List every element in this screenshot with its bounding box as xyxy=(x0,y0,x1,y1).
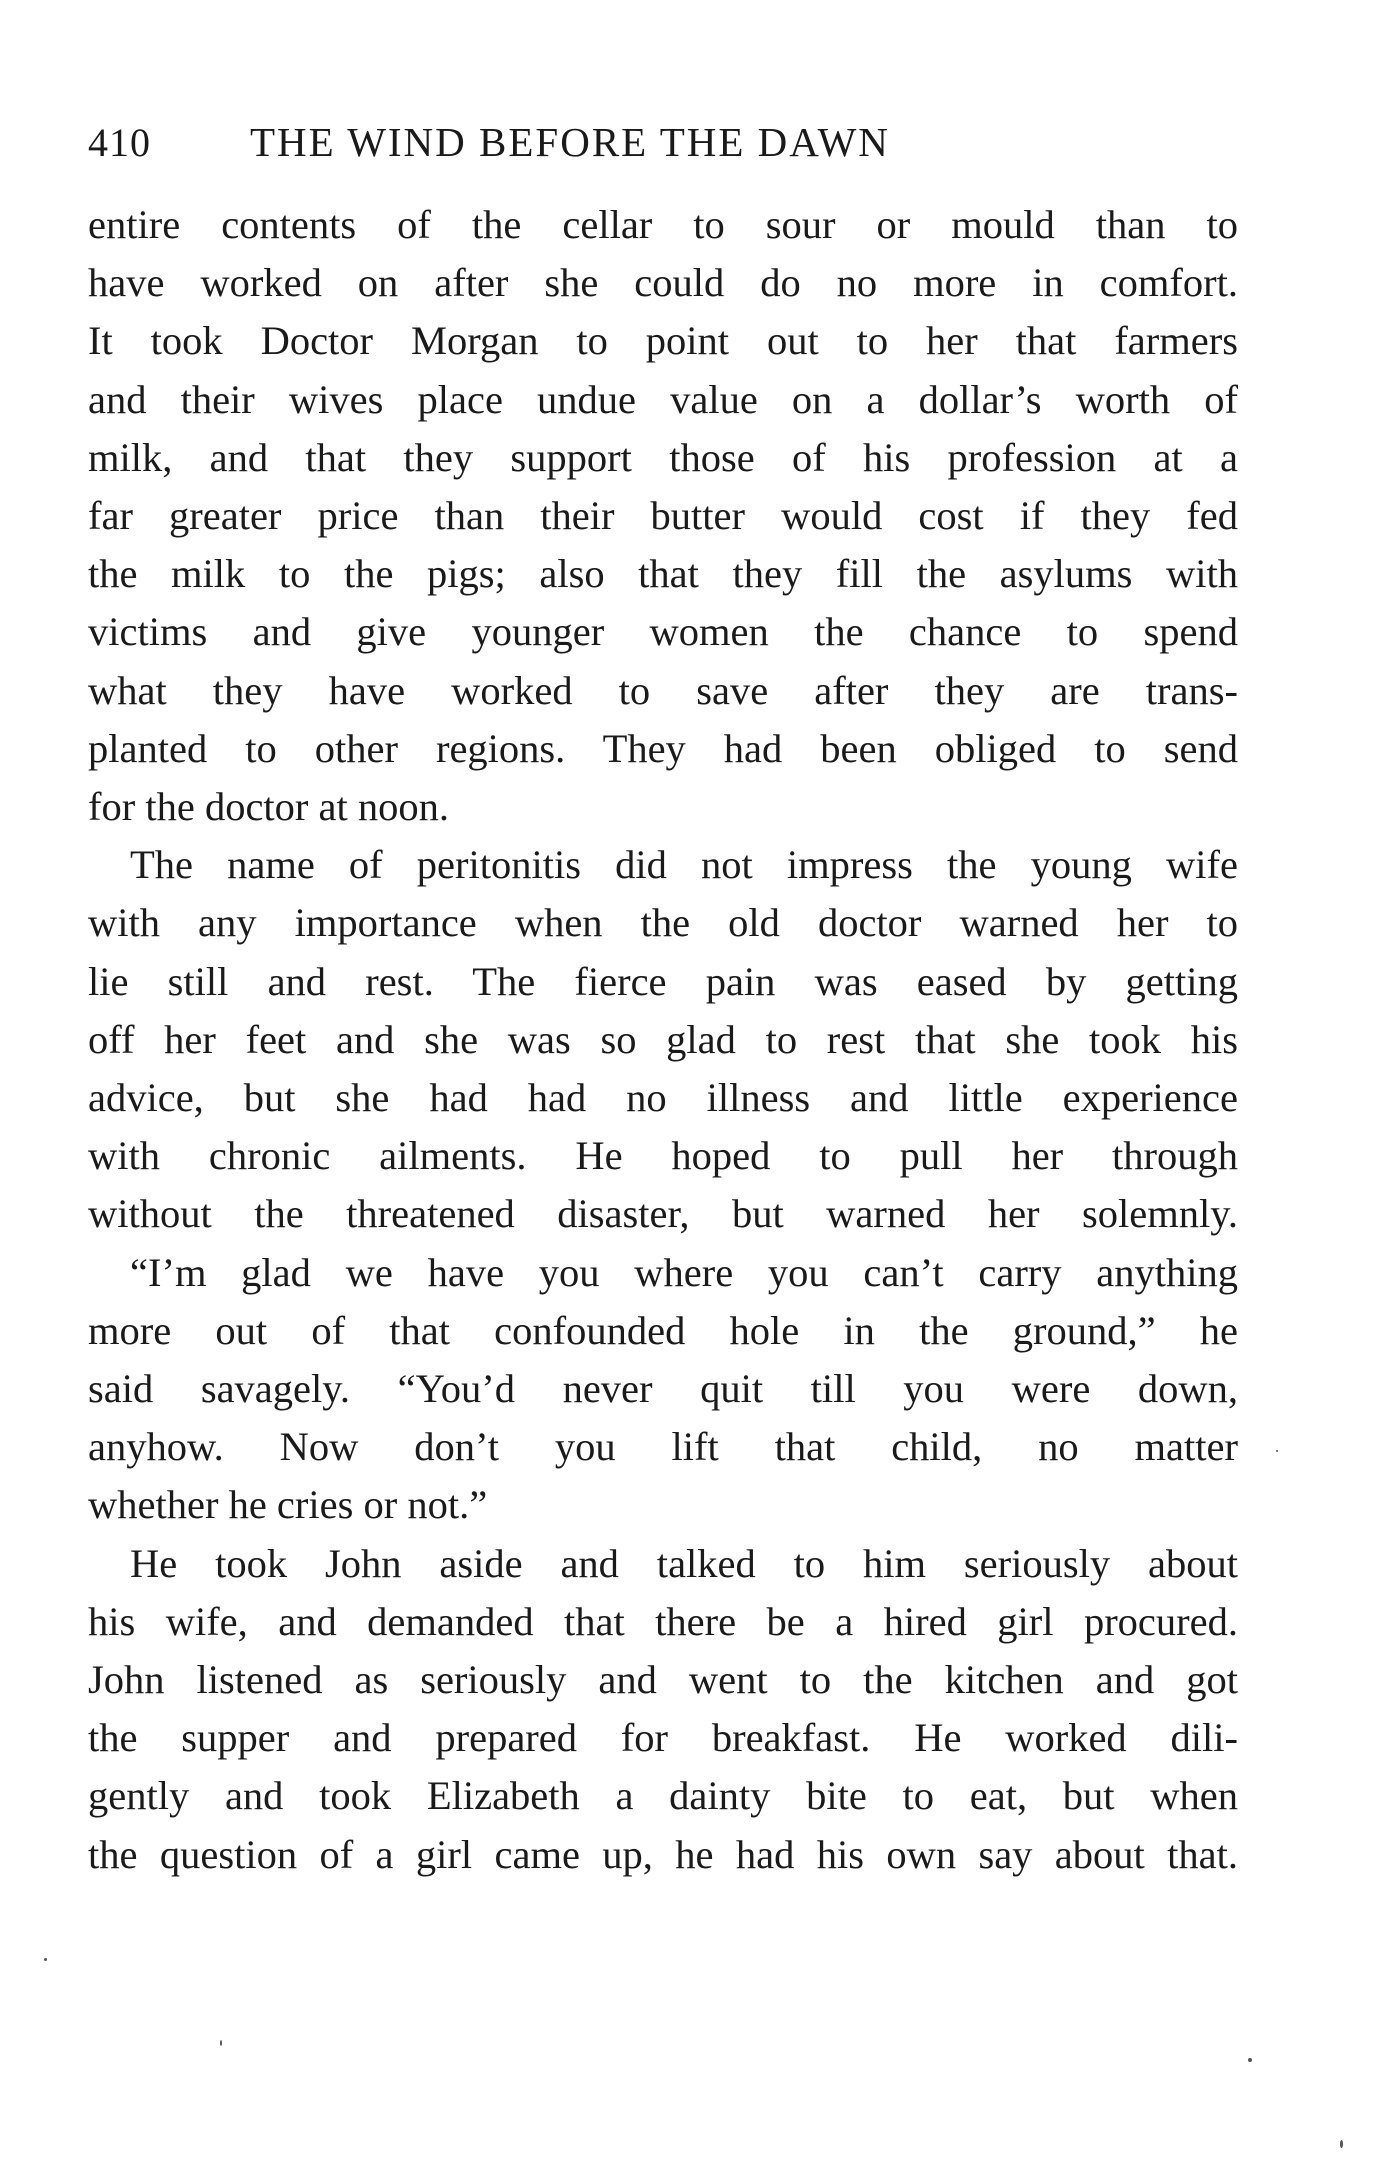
running-title: THE WIND BEFORE THE DAWN xyxy=(250,119,890,165)
text-line: planted to other regions. They had been obliged to send xyxy=(88,725,1238,771)
scan-speck xyxy=(220,2040,222,2046)
text-line: for the doctor at noon. xyxy=(88,784,450,830)
page-number: 410 xyxy=(88,120,151,165)
text-line: and their wives place undue value on a dollar’s worth of xyxy=(88,376,1238,422)
text-line: far greater price than their butter would cost if they fed xyxy=(88,493,1238,539)
paragraph-3 xyxy=(88,1244,1238,1535)
text-line: the milk to the pigs; also that they fill the asylums with xyxy=(88,551,1238,597)
text-line: gently and took Elizabeth a dainty bite to eat, but when xyxy=(88,1773,1238,1819)
paragraph-4 xyxy=(88,1535,1238,1884)
text-line: milk, and that they support those of his profession at a xyxy=(88,434,1238,480)
scan-speck xyxy=(1276,1450,1278,1452)
text-line: victims and give younger women the chance to spend xyxy=(88,609,1238,655)
body-text xyxy=(88,196,1238,1884)
text-line: He took John aside and talked to him seriously about xyxy=(130,1540,1238,1586)
text-line: It took Doctor Morgan to point out to her that farmers xyxy=(88,318,1238,364)
text-line: John listened as seriously and went to the kitchen and got xyxy=(88,1657,1238,1703)
text-line: the supper and prepared for breakfast. He worked dili- xyxy=(88,1715,1238,1761)
book-page xyxy=(88,118,1238,1884)
scan-speck xyxy=(1340,2140,1343,2148)
text-line: without the threatened disaster, but warned her solemnly. xyxy=(88,1191,1238,1237)
scan-speck xyxy=(1248,2058,1252,2062)
text-line: said savagely. “You’d never quit till you were down, xyxy=(88,1366,1238,1412)
text-line: lie still and rest. The fierce pain was eased by getting xyxy=(88,958,1238,1004)
text-line: the question of a girl came up, he had his own say about that. xyxy=(88,1831,1238,1877)
text-line: with chronic ailments. He hoped to pull her through xyxy=(88,1133,1238,1179)
text-line: anyhow. Now don’t you lift that child, no matter xyxy=(88,1424,1238,1470)
text-line: advice, but she had had no illness and little experience xyxy=(88,1075,1238,1121)
text-line: off her feet and she was so glad to rest that she took his xyxy=(88,1016,1238,1062)
text-line: more out of that confounded hole in the ground,” he xyxy=(88,1307,1238,1353)
text-line: entire contents of the cellar to sour or mould than to xyxy=(88,202,1238,247)
text-line: whether he cries or not.” xyxy=(88,1482,488,1528)
text-line: The name of peritonitis did not impress the young wife xyxy=(130,842,1238,888)
text-line: with any importance when the old doctor warned her to xyxy=(88,900,1238,946)
paragraph-1 xyxy=(88,196,1238,836)
paragraph-2 xyxy=(88,836,1238,1243)
running-head xyxy=(88,118,1238,178)
text-line: have worked on after she could do no more in comfort. xyxy=(88,260,1238,306)
scan-speck xyxy=(44,1958,47,1961)
text-line: his wife, and demanded that there be a hired girl procured. xyxy=(88,1598,1238,1644)
text-line: “I’m glad we have you where you can’t carry anything xyxy=(130,1249,1238,1295)
text-line: what they have worked to save after they are trans- xyxy=(88,667,1238,713)
